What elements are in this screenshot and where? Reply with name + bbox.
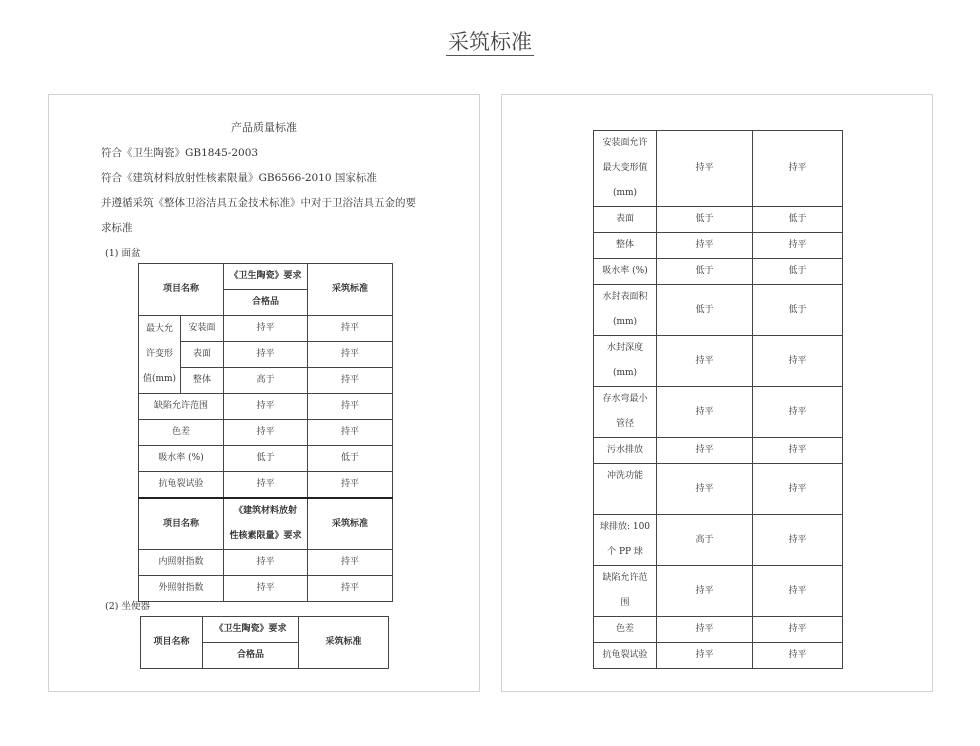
standard-line-3: 并遵循采筑《整体卫浴洁具五金技术标准》中对于卫浴洁具五金的要 <box>101 197 416 209</box>
t3-row-std: 低于 <box>657 259 753 285</box>
t1-deform-label: 最大允 许变形 值(mm) <box>139 316 181 394</box>
t3-row-cz: 持平 <box>753 336 843 387</box>
t1-header-item: 项目名称 <box>139 264 224 316</box>
quality-standard-heading: 产品质量标准 <box>231 121 297 134</box>
t1-row-std: 持平 <box>224 420 308 446</box>
t3-row <box>594 438 843 464</box>
t3-row-name: 色差 <box>594 617 657 643</box>
t3-row <box>594 207 843 233</box>
t1-row-std: 持平 <box>224 394 308 420</box>
t3-row-cz: 持平 <box>753 387 843 438</box>
t3-row-cz: 持平 <box>753 617 843 643</box>
t3-row <box>594 336 843 387</box>
t3-row-name: 冲洗功能 <box>594 464 657 515</box>
t3-row-std: 低于 <box>657 285 753 336</box>
t1-row-name: 缺陷允许范围 <box>139 394 224 420</box>
t3-row-std: 持平 <box>657 566 753 617</box>
t3-row-name: 抗龟裂试验 <box>594 643 657 669</box>
t3-row-cz: 持平 <box>753 438 843 464</box>
t1-row-std: 高于 <box>224 368 308 394</box>
t1-rad-header-item: 项目名称 <box>139 498 224 550</box>
t3-row-cz: 持平 <box>753 515 843 566</box>
t2-header-item: 项目名称 <box>141 617 203 669</box>
t3-row-std: 持平 <box>657 617 753 643</box>
t3-row <box>594 566 843 617</box>
t3-row-std: 高于 <box>657 515 753 566</box>
t3-row-std: 持平 <box>657 131 753 207</box>
t3-row-name: 水封深度 (mm) <box>594 336 657 387</box>
section-washbasin-label: (1) 面盆 <box>105 248 141 259</box>
t1-rad-row-cz: 持平 <box>308 550 393 576</box>
t1-row-name: 抗龟裂试验 <box>139 472 224 499</box>
t1-rad-row-std: 持平 <box>224 576 308 602</box>
t1-header-caizhu: 采筑标准 <box>308 264 393 316</box>
t1-row-name: 色差 <box>139 420 224 446</box>
t1-row-std: 低于 <box>224 446 308 472</box>
t1-row-name: 吸水率 (%) <box>139 446 224 472</box>
t3-row-name: 整体 <box>594 233 657 259</box>
t1-header-standard: 《卫生陶瓷》要求 <box>224 264 308 290</box>
t1-row-cz: 持平 <box>308 394 393 420</box>
t3-row-cz: 低于 <box>753 207 843 233</box>
t1-row-cz: 持平 <box>308 472 393 499</box>
t2-header-caizhu: 采筑标准 <box>299 617 389 669</box>
t1-row-cz: 持平 <box>308 420 393 446</box>
t3-row-cz: 持平 <box>753 566 843 617</box>
t1-rad-row-std: 持平 <box>224 550 308 576</box>
t1-row-name: 安装面 <box>181 316 224 342</box>
t3-row-std: 低于 <box>657 207 753 233</box>
t3-row-cz: 持平 <box>753 233 843 259</box>
t1-row-cz: 低于 <box>308 446 393 472</box>
t3-row-name: 球排放: 100 个 PP 球 <box>594 515 657 566</box>
t1-header-grade: 合格品 <box>224 290 308 316</box>
section-toilet-label: (2) 坐便器 <box>105 601 150 612</box>
page-title <box>0 26 980 56</box>
t1-rad-row-name: 内照射指数 <box>139 550 224 576</box>
t1-row-name: 整体 <box>181 368 224 394</box>
t1-rad-header-caizhu: 采筑标准 <box>308 498 393 550</box>
t1-rad-header-standard: 《建筑材料放射 性核素限量》要求 <box>224 498 308 550</box>
t1-row-std: 持平 <box>224 342 308 368</box>
t3-row-std: 持平 <box>657 387 753 438</box>
t3-row-std: 持平 <box>657 643 753 669</box>
t3-row-cz: 低于 <box>753 285 843 336</box>
standard-line-1: 符合《卫生陶瓷》GB1845-2003 <box>101 147 259 159</box>
t3-row-name: 吸水率 (%) <box>594 259 657 285</box>
t3-row <box>594 643 843 669</box>
t3-row <box>594 285 843 336</box>
standard-line-4: 求标准 <box>101 222 133 234</box>
t3-row <box>594 131 843 207</box>
document-page-right <box>501 94 933 692</box>
t3-row-std: 持平 <box>657 336 753 387</box>
t2-header-grade: 合格品 <box>203 643 299 669</box>
t1-row-cz: 持平 <box>308 316 393 342</box>
t3-row-std: 持平 <box>657 233 753 259</box>
t2-header-standard: 《卫生陶瓷》要求 <box>203 617 299 643</box>
t3-row-name: 缺陷允许范 围 <box>594 566 657 617</box>
t3-row-cz: 持平 <box>753 464 843 515</box>
t3-row-name: 存水弯最小 管径 <box>594 387 657 438</box>
t3-row <box>594 387 843 438</box>
t3-row <box>594 515 843 566</box>
t1-row-name: 表面 <box>181 342 224 368</box>
document-page-left <box>48 94 480 692</box>
t3-row-name: 水封表面积 (mm) <box>594 285 657 336</box>
t1-row-cz: 持平 <box>308 342 393 368</box>
washbasin-standards-table <box>138 263 393 602</box>
t1-rad-row-name: 外照射指数 <box>139 576 224 602</box>
t3-row-cz: 低于 <box>753 259 843 285</box>
t1-rad-row-cz: 持平 <box>308 576 393 602</box>
t1-row-cz: 持平 <box>308 368 393 394</box>
t3-row-std: 持平 <box>657 464 753 515</box>
t3-row <box>594 259 843 285</box>
toilet-standards-table-header <box>140 616 389 669</box>
page-title-text: 采筑标准 <box>448 30 532 54</box>
t3-row <box>594 233 843 259</box>
t3-row-name: 安装面允许 最大变形值 (mm) <box>594 131 657 207</box>
t1-row-std: 持平 <box>224 316 308 342</box>
t3-row-cz: 持平 <box>753 643 843 669</box>
t3-body <box>594 131 843 669</box>
t3-row <box>594 464 843 515</box>
t1-row-std: 持平 <box>224 472 308 499</box>
toilet-standards-table-continued <box>593 130 843 669</box>
standard-line-2: 符合《建筑材料放射性核素限量》GB6566-2010 国家标准 <box>101 172 377 184</box>
t3-row-std: 持平 <box>657 438 753 464</box>
t3-row-name: 表面 <box>594 207 657 233</box>
t3-row <box>594 617 843 643</box>
t3-row-cz: 持平 <box>753 131 843 207</box>
t3-row-name: 污水排放 <box>594 438 657 464</box>
